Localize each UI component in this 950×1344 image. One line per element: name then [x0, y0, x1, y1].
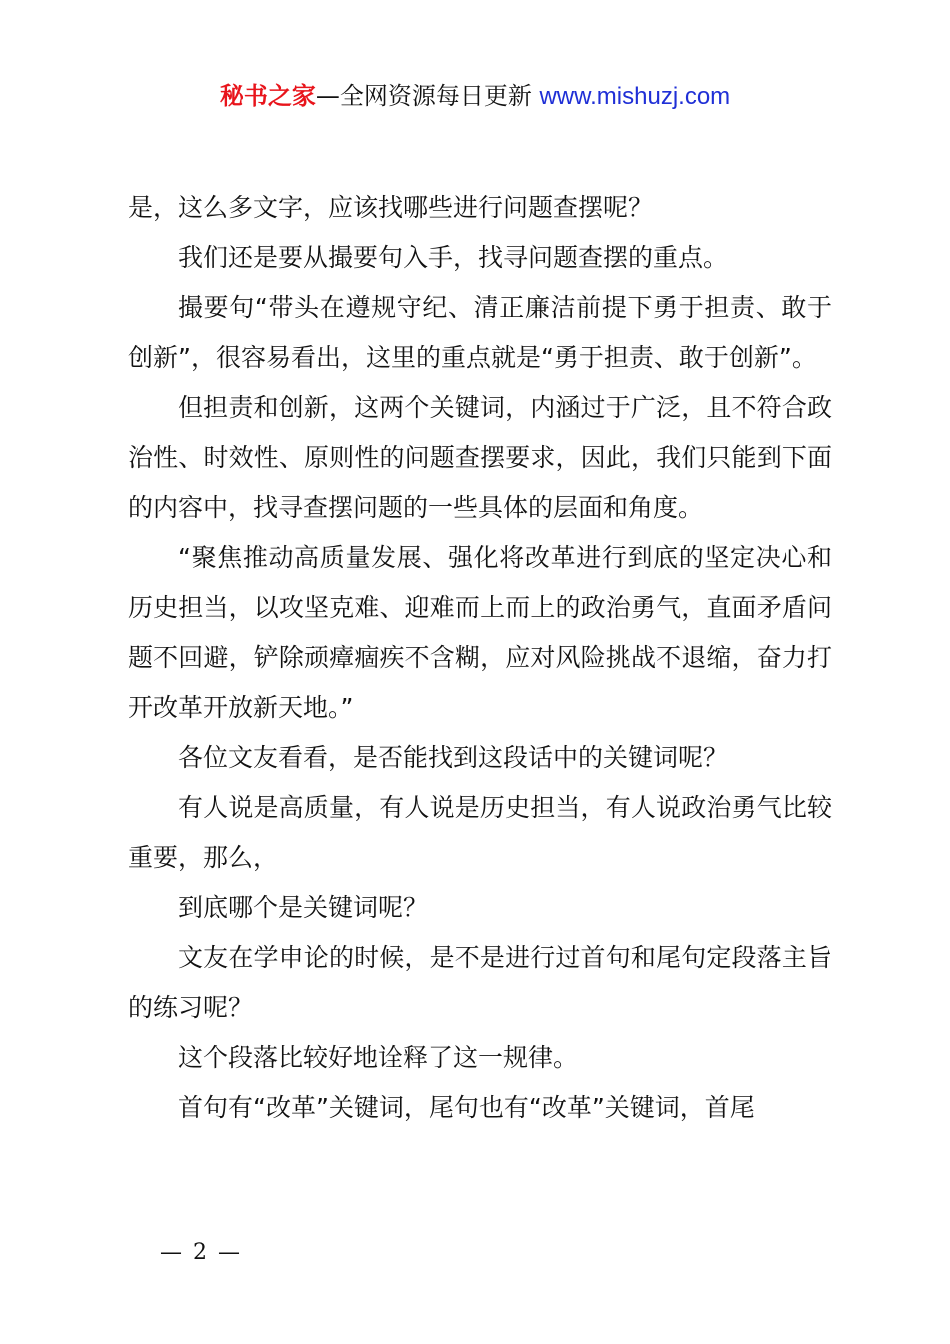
paragraph-2: 我们还是要从撮要句入手，找寻问题查摆的重点。	[178, 243, 729, 272]
paragraph-3: 撮要句“带头在遵规守纪、清正廉洁前提下勇于担责、敢于创新”，很容易看出，这里的重点就是“勇于担责、敢于创新”。	[128, 293, 832, 372]
website-url[interactable]: www.mishuzj.com	[539, 83, 731, 110]
page-number: — 2 —	[160, 1240, 242, 1265]
header-tagline: —全网资源每日更新	[315, 82, 540, 110]
page-header	[0, 80, 950, 113]
document-body	[128, 183, 832, 1133]
brand-name: 秘书之家	[219, 82, 316, 110]
paragraph-9: 文友在学申论的时候，是不是进行过首句和尾句定段落主旨的练习呢？	[128, 943, 832, 1022]
paragraph-11: 首句有“改革”关键词，尾句也有“改革”关键词，首尾	[178, 1093, 755, 1122]
paragraph-1: 是，这么多文字，应该找哪些进行问题查摆呢？	[128, 193, 654, 222]
paragraph-5-quote: “聚焦推动高质量发展、强化将改革进行到底的坚定决心和历史担当，以攻坚克难、迎难而上而上的政治勇气，直面矛盾问题不回避，铲除顽瘴痼疾不含糊，应对风险挑战不退缩，奋力打开改革开放新天地。”	[128, 543, 832, 722]
paragraph-8: 到底哪个是关键词呢？	[178, 893, 429, 922]
paragraph-6: 各位文友看看，是否能找到这段话中的关键词呢？	[178, 743, 729, 772]
paragraph-4: 但担责和创新，这两个关键词，内涵过于广泛，且不符合政治性、时效性、原则性的问题查摆要求，因此，我们只能到下面的内容中，找寻查摆问题的一些具体的层面和角度。	[128, 393, 832, 522]
paragraph-7: 有人说是高质量，有人说是历史担当，有人说政治勇气比较重要，那么，	[128, 793, 832, 872]
paragraph-10: 这个段落比较好地诠释了这一规律。	[178, 1043, 579, 1072]
